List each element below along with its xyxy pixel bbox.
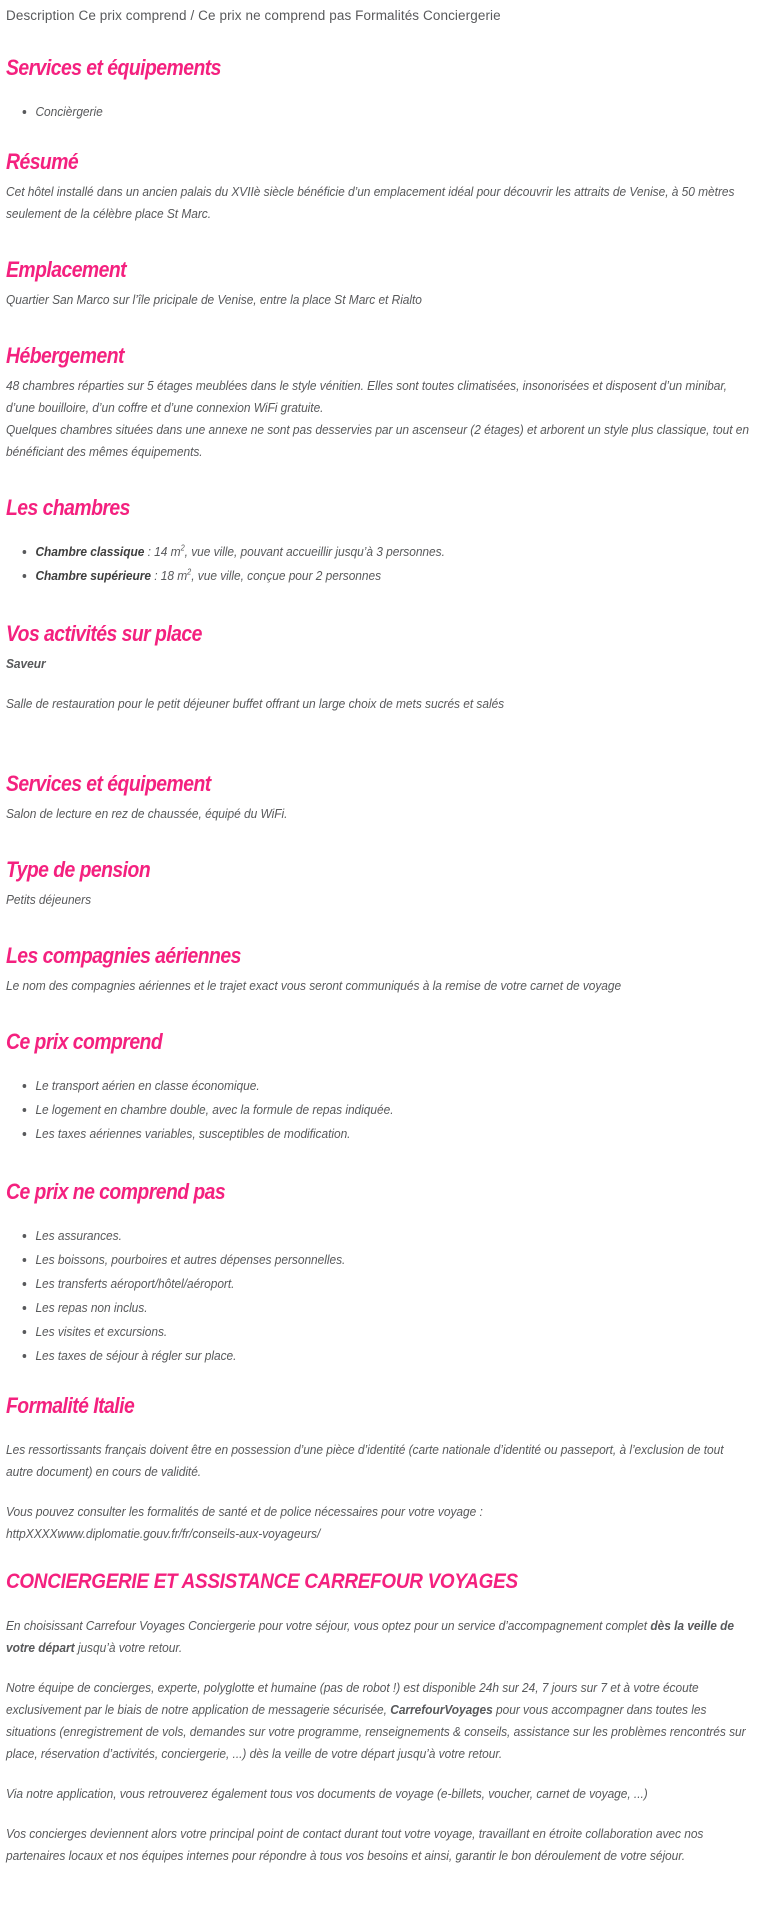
- section-services-equipements: [6, 55, 752, 123]
- text-run-bold: CarrefourVoyages: [390, 1702, 493, 1717]
- formalite-link[interactable]: httpXXXXwww.diplomatie.gouv.fr/fr/conseils-aux-voyageurs/: [6, 1526, 321, 1541]
- section-formalite-italie: [6, 1393, 752, 1545]
- paragraph-activites: Salle de restauration pour le petit déjeuner buffet offrant un large choix de mets sucrés et salés: [6, 696, 505, 711]
- heading-les-chambres: Les chambres: [6, 495, 130, 520]
- section-emplacement: [6, 257, 752, 311]
- text-run: jusqu’à votre retour.: [74, 1640, 183, 1655]
- room-type-label: Chambre supérieure: [35, 568, 151, 583]
- text-run: pour vous accompagner dans toutes les situations (enregistrement de vols, demandes sur votre programme, renseignements & conseils, assistance sur les problèmes rencontrés sur place, réservation d’activités, conciergerie, ...) dès la veille de votre départ jusqu’à votre retour.: [6, 1702, 746, 1761]
- heading-emplacement: Emplacement: [6, 257, 127, 282]
- list-prix-comprend: [6, 1075, 758, 1145]
- section-services-equipement: [6, 771, 752, 825]
- list-item: Le logement en chambre double, avec la formule de repas indiquée.: [35, 1099, 758, 1121]
- room-type-label: Chambre classique: [35, 544, 145, 559]
- list-item: Les assurances.: [35, 1225, 758, 1247]
- section-compagnies-aeriennes: [6, 943, 752, 997]
- list-item: Concièrgerie: [35, 101, 758, 123]
- heading-formalite-italie: Formalité Italie: [6, 1393, 135, 1418]
- list-item: [35, 541, 758, 563]
- text-run: En choisissant Carrefour Voyages Conciergerie pour votre séjour, vous optez pour un service d’accompagnement complet: [6, 1618, 651, 1633]
- section-hebergement: [6, 343, 752, 463]
- paragraph-emplacement: Quartier San Marco sur l’île pricipale de Venise, entre la place St Marc et Rialto: [6, 292, 422, 307]
- list-item: Les repas non inclus.: [35, 1297, 758, 1319]
- paragraph-conciergerie-1: [6, 1615, 752, 1659]
- list-item: Les transferts aéroport/hôtel/aéroport.: [35, 1273, 758, 1295]
- list-services-equipements: [6, 101, 758, 123]
- list-item: Le transport aérien en classe économique.: [35, 1075, 758, 1097]
- paragraph-conciergerie-3: Via notre application, vous retrouverez également tous vos documents de voyage (e-billets, voucher, carnet de voyage, ...): [6, 1786, 648, 1801]
- paragraph-services-equipement: Salon de lecture en rez de chaussée, équipé du WiFi.: [6, 806, 288, 821]
- paragraph-type-pension: Petits déjeuners: [6, 892, 92, 907]
- heading-prix-comprend: Ce prix comprend: [6, 1029, 163, 1054]
- room-type-detail: : 18 $m^2$, vue ville, conçue pour 2 personnes: [150, 567, 382, 583]
- section-prix-comprend: [6, 1029, 752, 1145]
- section-conciergerie: [6, 1569, 752, 1867]
- paragraph-hebergement-1: 48 chambres réparties sur 5 étages meublées dans le style vénitien. Elles sont toutes climatisées, insonorisées et disposent d’un minibar, d’une bouilloire, d’un coffre et d’une connexion WiFi gratuite.: [6, 378, 727, 415]
- list-item: Les taxes aériennes variables, susceptibles de modification.: [35, 1123, 758, 1145]
- section-type-pension: [6, 857, 752, 911]
- list-item: Les boissons, pourboires et autres dépenses personnelles.: [35, 1249, 758, 1271]
- section-resume: [6, 149, 752, 225]
- paragraph-compagnies-aeriennes: Le nom des compagnies aériennes et le trajet exact vous seront communiqués à la remise de votre carnet de voyage: [6, 978, 622, 993]
- paragraph-conciergerie-4: Vos concierges deviennent alors votre principal point de contact durant tout votre voyage, travaillant en étroite collaboration avec nos partenaires locaux et nos équipes internes pour répondre à tous vos besoins et ainsi, garantir le bon déroulement de votre séjour.: [6, 1826, 704, 1863]
- heading-services-equipements: Services et équipements: [6, 55, 221, 80]
- activites-lead: Saveur: [6, 656, 46, 671]
- paragraph-formalite-2: Vous pouvez consulter les formalités de santé et de police nécessaires pour votre voyage :: [6, 1504, 483, 1519]
- heading-resume: Résumé: [6, 149, 79, 174]
- heading-hebergement: Hébergement: [6, 343, 124, 368]
- room-type-detail: : 14 $m^2$, vue ville, pouvant accueillir jusqu’à 3 personnes.: [144, 543, 445, 559]
- text-run-bold: dès la veille de votre départ: [6, 1618, 735, 1655]
- heading-prix-ne-comprend-pas: Ce prix ne comprend pas: [6, 1179, 226, 1204]
- heading-type-pension: Type de pension: [6, 857, 151, 882]
- list-item: [35, 565, 758, 587]
- list-item: Les visites et excursions.: [35, 1321, 758, 1343]
- paragraph-resume: Cet hôtel installé dans un ancien palais du XVIIè siècle bénéficie d’un emplacement idéal pour découvrir les attraits de Venise, à 50 mètres seulement de la célèbre place St Marc.: [6, 184, 735, 221]
- list-item: Les taxes de séjour à régler sur place.: [35, 1345, 758, 1367]
- heading-conciergerie: CONCIERGERIE ET ASSISTANCE CARREFOUR VOYAGES: [6, 1570, 518, 1593]
- section-prix-ne-comprend-pas: [6, 1179, 752, 1367]
- heading-services-equipement: Services et équipement: [6, 771, 211, 796]
- section-les-chambres: [6, 495, 752, 587]
- list-prix-ne-comprend-pas: [6, 1225, 758, 1367]
- paragraph-hebergement-2: Quelques chambres situées dans une annexe ne sont pas desservies par un ascenseur (2 étages) et arborent un style plus classique, tout en bénéficiant des mêmes équipements.: [6, 422, 749, 459]
- text-run: Notre équipe de concierges, experte, polyglotte et humaine (pas de robot !) est disponible 24h sur 24, 7 jours sur 7 et à votre écoute exclusivement par le biais de notre application de messagerie sécurisée,: [6, 1680, 699, 1717]
- breadcrumb[interactable]: Description Ce prix comprend / Ce prix ne comprend pas Formalités Conciergerie: [6, 8, 501, 23]
- paragraph-conciergerie-2: [6, 1677, 752, 1765]
- heading-activites: Vos activités sur place: [6, 621, 202, 646]
- paragraph-formalite-1: Les ressortissants français doivent être en possession d’une pièce d’identité (carte nationale d’identité ou passeport, à l’exclusion de tout autre document) en cours de validité.: [6, 1442, 724, 1479]
- heading-compagnies-aeriennes: Les compagnies aériennes: [6, 943, 241, 968]
- list-les-chambres: [6, 541, 758, 587]
- section-activites: [6, 621, 752, 715]
